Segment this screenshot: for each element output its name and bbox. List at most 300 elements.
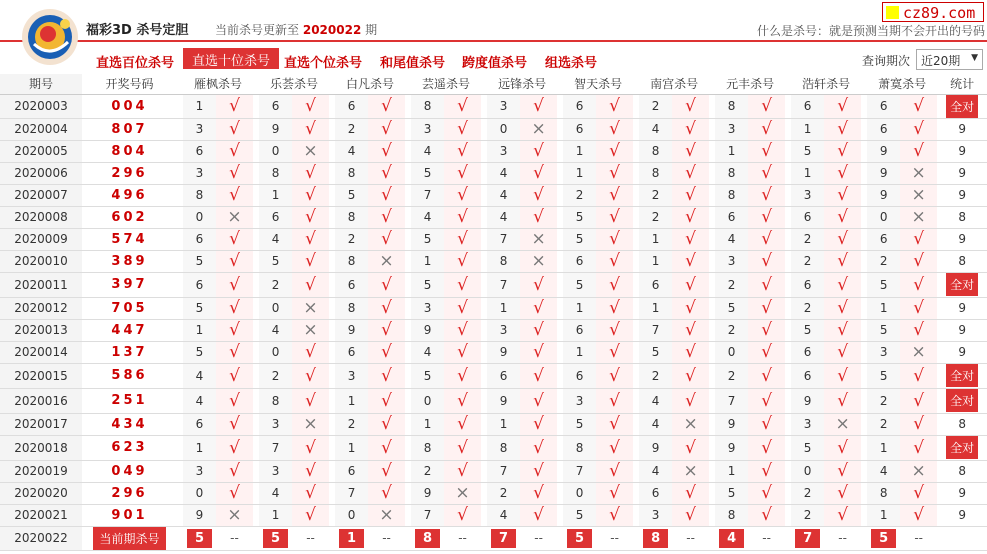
stat-count: 8	[958, 417, 966, 431]
cross-icon: ×	[303, 320, 318, 340]
check-icon: √	[913, 390, 925, 411]
result-cell	[824, 162, 861, 184]
issue-cell: 2020003	[0, 94, 82, 118]
query-period-select[interactable]	[916, 49, 983, 70]
kill-number-cell: 1	[791, 118, 824, 140]
kill-number-cell: 8	[715, 94, 748, 118]
result-cell	[520, 504, 557, 526]
kill-number-cell: 5	[183, 297, 216, 319]
check-icon: √	[761, 207, 773, 227]
kill-number-cell: 1	[563, 140, 596, 162]
check-icon: √	[457, 141, 468, 161]
result-cell	[596, 363, 633, 388]
kill-number-cell: 5	[867, 272, 900, 297]
result-cell	[748, 272, 785, 297]
result-cell	[672, 228, 709, 250]
header-expert: 萧寞杀号	[867, 74, 937, 94]
result-cell	[748, 118, 785, 140]
kill-number-cell: 2	[335, 413, 368, 435]
kill-number-cell: 1	[867, 435, 900, 460]
cross-icon: ×	[303, 414, 318, 434]
check-icon: √	[837, 505, 849, 525]
current-kill-number: 4	[719, 529, 744, 548]
draw-number: 804	[111, 143, 148, 159]
result-cell	[444, 228, 481, 250]
check-icon: √	[229, 342, 240, 362]
kill-number-cell: 6	[867, 118, 900, 140]
all-correct-badge[interactable]: 全对	[946, 436, 978, 459]
result-cell	[596, 94, 633, 118]
result-cell	[672, 118, 709, 140]
result-cell	[520, 184, 557, 206]
check-icon: √	[229, 437, 240, 458]
check-icon: √	[381, 96, 392, 116]
check-icon: √	[457, 229, 468, 249]
check-icon: √	[533, 298, 544, 318]
check-icon: √	[913, 320, 925, 340]
result-cell	[672, 250, 709, 272]
kill-number-cell: 6	[791, 206, 824, 228]
result-cell	[900, 341, 937, 363]
check-icon: √	[381, 437, 392, 458]
result-cell	[444, 272, 481, 297]
kill-number-cell: 6	[867, 94, 900, 118]
draw-number: 901	[111, 507, 148, 523]
check-icon: √	[837, 119, 849, 139]
draw-cell	[82, 413, 177, 435]
check-icon: √	[609, 119, 620, 139]
table-row	[0, 184, 987, 206]
page-header	[0, 0, 987, 42]
kill-number-cell: 3	[487, 94, 520, 118]
result-cell	[520, 228, 557, 250]
kill-number-cell: 5	[411, 162, 444, 184]
check-icon: √	[609, 229, 620, 249]
result-cell	[824, 413, 861, 435]
result-cell	[368, 250, 405, 272]
result-cell	[368, 272, 405, 297]
check-icon: √	[229, 119, 240, 139]
kill-number-cell: 2	[639, 184, 672, 206]
issue-cell: 2020017	[0, 413, 82, 435]
result-cell	[368, 140, 405, 162]
cross-icon: ×	[911, 185, 926, 205]
result-cell	[292, 118, 329, 140]
table-row	[0, 435, 987, 460]
draw-number: 004	[111, 98, 148, 114]
result-cell	[368, 297, 405, 319]
all-correct-badge[interactable]: 全对	[946, 95, 978, 118]
check-icon: √	[381, 185, 392, 205]
check-icon: √	[913, 365, 925, 386]
result-cell	[824, 118, 861, 140]
check-icon: √	[685, 342, 697, 362]
kill-number-cell: 6	[639, 272, 672, 297]
draw-number: 296	[111, 165, 148, 181]
pending-dash: --	[762, 531, 771, 545]
result-cell	[824, 140, 861, 162]
kill-number-cell: 5	[335, 184, 368, 206]
check-icon: √	[457, 437, 468, 458]
result-cell	[368, 118, 405, 140]
kill-number-explanation: 什么是杀号：就是预测当期不会开出的号码	[757, 24, 986, 38]
check-icon: √	[381, 461, 392, 481]
stat-count: 8	[958, 210, 966, 224]
stat-cell	[937, 435, 987, 460]
result-cell	[748, 162, 785, 184]
nav-hundreds-kill[interactable]: 直选百位杀号	[96, 56, 175, 71]
check-icon: √	[913, 483, 925, 503]
kill-number-cell: 4	[639, 388, 672, 413]
kill-number-cell: 5	[411, 363, 444, 388]
current-kill-cell	[563, 526, 596, 550]
page-title: 福彩3D 杀号定胆	[86, 23, 189, 38]
kill-number-cell: 3	[563, 388, 596, 413]
current-kill-cell	[715, 526, 748, 550]
table-row	[0, 388, 987, 413]
stat-cell	[937, 482, 987, 504]
kill-number-cell: 6	[563, 94, 596, 118]
result-cell	[216, 184, 253, 206]
cross-icon: ×	[911, 207, 926, 227]
kill-number-cell: 7	[715, 388, 748, 413]
cross-icon: ×	[683, 461, 698, 481]
dropdown-arrow-icon: ▼	[971, 53, 978, 63]
result-cell	[824, 250, 861, 272]
current-pending-cell	[216, 526, 253, 550]
kill-number-cell: 4	[411, 341, 444, 363]
result-cell	[368, 206, 405, 228]
check-icon: √	[533, 365, 544, 386]
kill-number-cell: 6	[639, 482, 672, 504]
result-cell	[368, 184, 405, 206]
check-icon: √	[761, 365, 773, 386]
kill-number-cell: 9	[411, 319, 444, 341]
issue-cell: 2020005	[0, 140, 82, 162]
result-cell	[520, 206, 557, 228]
kill-number-cell: 1	[563, 162, 596, 184]
check-icon: √	[761, 141, 773, 161]
header-expert: 元丰杀号	[715, 74, 785, 94]
result-cell	[748, 228, 785, 250]
result-cell	[216, 206, 253, 228]
draw-cell	[82, 460, 177, 482]
draw-number: 296	[111, 485, 148, 501]
kill-number-cell: 0	[487, 118, 520, 140]
check-icon: √	[685, 119, 697, 139]
kill-number-cell: 1	[487, 413, 520, 435]
issue-cell: 2020011	[0, 272, 82, 297]
kill-number-cell: 8	[639, 140, 672, 162]
current-kill-button[interactable]: 当前期杀号	[93, 527, 165, 550]
kill-number-cell: 3	[487, 319, 520, 341]
check-icon: √	[761, 119, 773, 139]
all-correct-badge[interactable]: 全对	[946, 273, 978, 296]
check-icon: √	[381, 365, 392, 386]
result-cell	[292, 413, 329, 435]
all-correct-badge[interactable]: 全对	[946, 389, 978, 412]
nav-sum-tail-kill[interactable]: 和尾值杀号	[380, 56, 446, 71]
table-row	[0, 504, 987, 526]
issue-cell: 2020010	[0, 250, 82, 272]
result-cell	[292, 206, 329, 228]
result-cell	[900, 140, 937, 162]
check-icon: √	[381, 390, 392, 411]
result-cell	[596, 413, 633, 435]
check-icon: √	[609, 141, 620, 161]
kill-number-cell: 9	[639, 435, 672, 460]
kill-number-cell: 7	[563, 460, 596, 482]
result-cell	[520, 250, 557, 272]
check-icon: √	[533, 483, 544, 503]
draw-number: 807	[111, 121, 148, 137]
check-icon: √	[229, 320, 240, 340]
nav-tens-kill[interactable]: 直选十位杀号	[183, 48, 279, 69]
check-icon: √	[837, 96, 849, 116]
result-cell	[900, 413, 937, 435]
site-badge[interactable]	[882, 2, 984, 22]
result-cell	[900, 228, 937, 250]
issue-cell: 2020020	[0, 482, 82, 504]
result-cell	[444, 184, 481, 206]
current-pending-cell	[292, 526, 329, 550]
kill-number-cell: 9	[487, 341, 520, 363]
result-cell	[216, 388, 253, 413]
draw-number: 705	[111, 300, 148, 316]
check-icon: √	[457, 119, 468, 139]
check-icon: √	[837, 390, 849, 411]
kill-number-cell: 3	[183, 460, 216, 482]
check-icon: √	[609, 483, 620, 503]
pending-dash: --	[306, 531, 315, 545]
result-cell	[520, 460, 557, 482]
check-icon: √	[229, 141, 240, 161]
check-icon: √	[457, 207, 468, 227]
result-cell	[596, 319, 633, 341]
check-icon: √	[533, 461, 544, 481]
kill-number-cell: 4	[259, 482, 292, 504]
check-icon: √	[913, 274, 925, 295]
result-cell	[748, 388, 785, 413]
result-cell	[444, 297, 481, 319]
check-icon: √	[685, 96, 697, 116]
check-icon: √	[837, 251, 849, 271]
draw-cell	[82, 482, 177, 504]
result-cell	[672, 94, 709, 118]
check-icon: √	[457, 163, 468, 183]
check-icon: √	[761, 461, 773, 481]
kill-number-cell: 0	[183, 482, 216, 504]
kill-number-cell: 2	[259, 272, 292, 297]
result-cell	[520, 341, 557, 363]
query-period-label: 查询期次	[862, 54, 911, 68]
kill-number-cell: 8	[411, 94, 444, 118]
kill-number-cell: 6	[183, 228, 216, 250]
stat-cell	[937, 504, 987, 526]
check-icon: √	[685, 163, 697, 183]
draw-cell	[82, 250, 177, 272]
pending-dash: --	[230, 531, 239, 545]
result-cell	[292, 162, 329, 184]
kill-number-cell: 2	[335, 228, 368, 250]
current-kill-number: 1	[339, 529, 364, 548]
result-cell	[900, 388, 937, 413]
kill-number-cell: 8	[335, 297, 368, 319]
kill-number-cell: 6	[183, 272, 216, 297]
kill-number-cell: 0	[259, 140, 292, 162]
current-pending-cell	[520, 526, 557, 550]
kill-number-cell: 8	[183, 184, 216, 206]
kill-number-cell: 3	[411, 297, 444, 319]
nav-group-kill[interactable]: 组选杀号	[545, 56, 598, 71]
draw-number: 251	[111, 393, 148, 408]
kill-number-cell: 2	[639, 94, 672, 118]
kill-number-cell: 1	[335, 388, 368, 413]
result-cell	[596, 228, 633, 250]
kill-number-cell: 1	[259, 504, 292, 526]
nav-span-kill[interactable]: 跨度值杀号	[462, 56, 528, 71]
table-row	[0, 297, 987, 319]
current-kill-number: 8	[643, 529, 668, 548]
kill-number-cell: 1	[563, 297, 596, 319]
kill-number-cell: 7	[259, 435, 292, 460]
draw-cell	[82, 94, 177, 118]
cross-icon: ×	[455, 483, 470, 503]
kill-number-cell: 2	[639, 363, 672, 388]
kill-number-cell: 4	[487, 184, 520, 206]
kill-number-cell: 8	[639, 162, 672, 184]
current-kill-cell	[639, 526, 672, 550]
current-pending-cell	[900, 526, 937, 550]
kill-number-cell: 8	[259, 162, 292, 184]
kill-number-cell: 2	[791, 504, 824, 526]
check-icon: √	[609, 342, 620, 362]
cross-icon: ×	[227, 207, 242, 227]
result-cell	[596, 297, 633, 319]
draw-cell	[82, 162, 177, 184]
check-icon: √	[457, 390, 468, 411]
kill-number-cell: 6	[335, 272, 368, 297]
kill-number-cell: 1	[411, 413, 444, 435]
check-icon: √	[457, 414, 468, 434]
check-icon: √	[229, 298, 240, 318]
update-prefix: 当前杀号更新至	[215, 23, 300, 37]
pending-dash: --	[610, 531, 619, 545]
kill-number-cell: 2	[715, 319, 748, 341]
check-icon: √	[457, 251, 468, 271]
current-kill-number: 7	[795, 529, 820, 548]
result-cell	[900, 504, 937, 526]
check-icon: √	[837, 185, 849, 205]
result-cell	[444, 140, 481, 162]
check-icon: √	[457, 342, 468, 362]
pending-dash: --	[382, 531, 391, 545]
lottery-logo-icon	[20, 4, 80, 70]
result-cell	[596, 184, 633, 206]
kill-number-cell: 3	[715, 118, 748, 140]
cross-icon: ×	[303, 141, 318, 161]
check-icon: √	[761, 274, 773, 295]
kill-number-cell: 4	[259, 228, 292, 250]
kill-number-cell: 8	[867, 482, 900, 504]
kill-number-cell: 9	[715, 413, 748, 435]
all-correct-badge[interactable]: 全对	[946, 364, 978, 387]
kill-number-cell: 6	[791, 272, 824, 297]
result-cell	[520, 297, 557, 319]
kill-number-cell: 4	[487, 504, 520, 526]
check-icon: √	[229, 96, 240, 116]
result-cell	[596, 504, 633, 526]
issue-cell: 2020013	[0, 319, 82, 341]
stat-count: 9	[958, 486, 966, 500]
site-badge-square-icon	[886, 6, 899, 19]
result-cell	[596, 162, 633, 184]
header-expert: 智天杀号	[563, 74, 633, 94]
cross-icon: ×	[379, 251, 394, 271]
kill-number-cell: 6	[791, 363, 824, 388]
result-cell	[596, 388, 633, 413]
result-cell	[596, 206, 633, 228]
result-cell	[596, 482, 633, 504]
result-cell	[748, 140, 785, 162]
stat-cell	[937, 250, 987, 272]
result-cell	[672, 460, 709, 482]
result-cell	[824, 388, 861, 413]
check-icon: √	[305, 207, 316, 227]
kill-number-cell: 6	[791, 94, 824, 118]
check-icon: √	[381, 320, 392, 340]
result-cell	[444, 250, 481, 272]
check-icon: √	[685, 229, 697, 249]
result-cell	[520, 272, 557, 297]
result-cell	[444, 460, 481, 482]
current-pending-cell	[672, 526, 709, 550]
check-icon: √	[533, 163, 544, 183]
kill-number-cell: 4	[183, 388, 216, 413]
check-icon: √	[837, 483, 849, 503]
kill-number-cell: 0	[791, 460, 824, 482]
result-cell	[444, 388, 481, 413]
kill-number-cell: 7	[487, 460, 520, 482]
result-cell	[596, 140, 633, 162]
result-cell	[672, 206, 709, 228]
result-cell	[216, 319, 253, 341]
header-draw: 开奖号码	[82, 74, 177, 94]
table-row	[0, 341, 987, 363]
result-cell	[444, 341, 481, 363]
nav-units-kill[interactable]: 直选个位杀号	[284, 56, 363, 71]
draw-cell	[82, 118, 177, 140]
check-icon: √	[457, 461, 468, 481]
issue-cell: 2020012	[0, 297, 82, 319]
check-icon: √	[305, 119, 316, 139]
check-icon: √	[533, 96, 544, 116]
table-row	[0, 206, 987, 228]
check-icon: √	[685, 483, 697, 503]
result-cell	[292, 94, 329, 118]
kill-number-cell: 1	[715, 460, 748, 482]
check-icon: √	[229, 163, 240, 183]
result-cell	[368, 435, 405, 460]
kill-number-cell: 1	[487, 297, 520, 319]
update-info	[215, 21, 377, 38]
stat-cell	[937, 118, 987, 140]
kill-number-cell: 4	[411, 140, 444, 162]
kill-number-cell: 9	[867, 162, 900, 184]
result-cell	[900, 319, 937, 341]
result-cell	[368, 341, 405, 363]
result-cell	[368, 94, 405, 118]
